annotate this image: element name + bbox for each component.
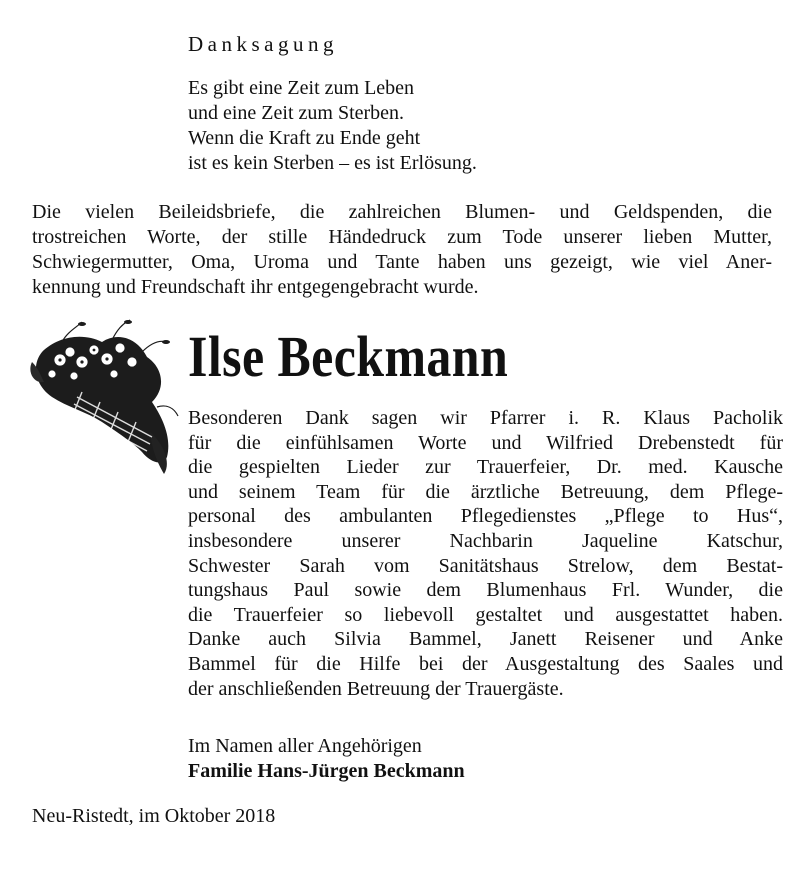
thanks-line: tungshaus Paul sowie dem Blumenhaus Frl. Wunder, die [188,579,783,602]
thanks-line: für die einfühlsamen Worte und Wilfried Drebenstedt für [188,431,783,454]
poem-line: ist es kein Sterben – es ist Erlösung. [188,152,477,174]
thanks-line: der anschließenden Betreuung der Trauergäste. [188,677,564,700]
signoff [188,734,465,784]
thanks-line: Danke auch Silvia Bammel, Janett Reisener und Anke [188,628,783,651]
flower-bouquet-drawing [22,312,182,482]
intro-line: kennung und Freundschaft ihr entgegengebracht wurde. [32,276,479,298]
intro-line: trostreichen Worte, der stille Händedruck zum Tode unserer lieben Mutter, [32,226,772,248]
thanks-line: die Trauerfeier so liebevoll gestaltet und ausgestattet haben. [188,603,783,626]
flower-bouquet-icon [22,312,182,482]
intro-paragraph [32,200,772,300]
intro-line: Die vielen Beileidsbriefe, die zahlreichen Blumen- und Geldspenden, die [32,201,772,223]
poem-line: und eine Zeit zum Sterben. [188,102,405,124]
poem-line: Wenn die Kraft zu Ende geht [188,127,421,149]
thanks-line: Schwester Sarah vom Sanitätshaus Strelow, dem Bestat- [188,554,783,577]
thanks-line: Bammel für die Hilfe bei der Ausgestaltung des Saales und [188,652,783,675]
thanks-line: Besonderen Dank sagen wir Pfarrer i. R. Klaus Pacholik [188,407,783,429]
thanks-line: und seinem Team für die ärztliche Betreuung, dem Pflege- [188,480,783,503]
family-signature: Familie Hans-Jürgen Beckmann [188,760,465,782]
thanks-paragraph [188,406,783,701]
deceased-name: Ilse Beckmann [188,324,509,389]
thanks-line: die gespielten Lieder zur Trauerfeier, Dr. med. Kausche [188,456,783,479]
signoff-line: Im Namen aller Angehörigen [188,735,422,757]
notice-heading: Danksagung [188,32,338,56]
intro-line: Schwiegermutter, Oma, Uroma und Tante haben uns gezeigt, wie viel Aner- [32,251,772,273]
thanks-line: insbesondere unserer Nachbarin Jaqueline Katschur, [188,529,783,552]
poem-line: Es gibt eine Zeit zum Leben [188,77,415,99]
thanks-line: personal des ambulanten Pflegedienstes „Pflege to Hus“, [188,505,783,528]
poem [188,76,477,176]
place-date: Neu-Ristedt, im Oktober 2018 [32,805,276,827]
